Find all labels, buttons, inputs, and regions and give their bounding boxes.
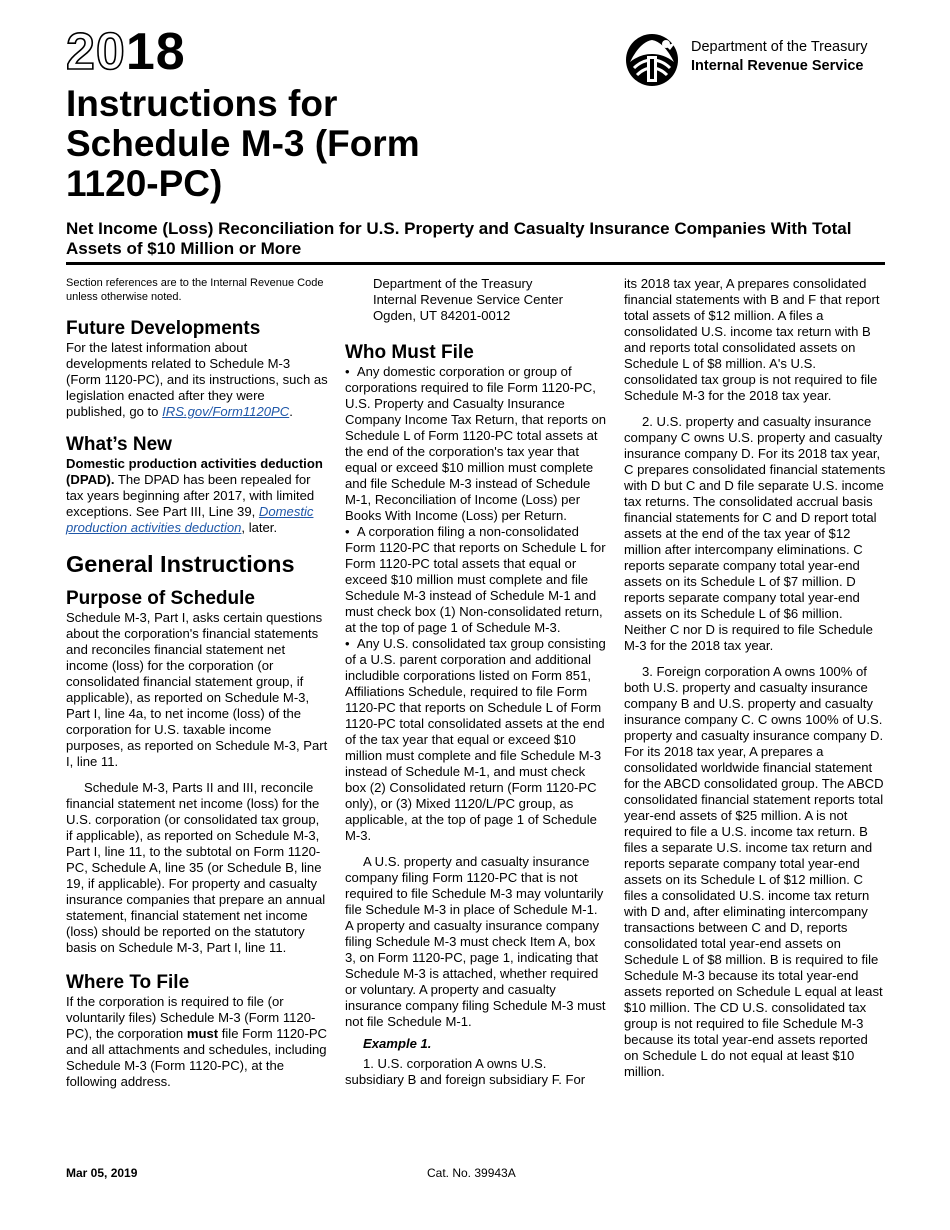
purpose-paragraph-2: Schedule M-3, Parts II and III, reconcile financial statement net income (loss) for the U.S. corporation (or consolidated tax group, if applicable), as reported on Schedule M-3, Part I, line 11, to the subtotal on Form 1120-PC, Schedule A, line 35 (or Schedule B, line 19, if applicable). For property and casualty insurance companies that prepare an annual statement, financial statement net income (loss) should be reported on the statutory basis on Schedule M-3, Part I, line 11. — [66, 780, 326, 955]
filing-address — [345, 276, 607, 324]
column-3 — [624, 276, 886, 1080]
dpad-link[interactable]: Domestic production activities deduction — [66, 504, 314, 535]
purpose-heading: Purpose of Schedule — [66, 588, 255, 609]
example-1-label: Example 1. — [363, 1036, 432, 1051]
address-line-3: Ogden, UT 84201-0012 — [373, 308, 511, 323]
where-to-file-heading: Where To File — [66, 972, 190, 993]
agency-block — [622, 30, 912, 90]
purpose-paragraph-1: Schedule M-3, Part I, asks certain questions about the corporation's financial statements and reconciles financial statement net income (loss) for the corporation (or consolidated financial statement group, if applicable), as reported on Schedule M-3, Part I, line 4a, to net income (loss) of the corporation for U.S. taxable income purposes, as reported on Schedule M-3, Part I, line 11. — [66, 610, 328, 769]
example-2: 2. U.S. property and casualty insurance company C owns U.S. property and casualty insurance company D. For its 2018 tax year, C prepares consolidated financial statements with D but C and D file separate U.S. income tax returns. The consolidated accrual basis financial statements for C and D report total assets at the end of the tax year of $12 million after intercompany eliminations. C reports separate company total year-end assets on its Schedule L of $7 million. D reports separate company total year-end assets on its Schedule L of $6 million. Neither C nor D is required to file Schedule M-3 for the 2018 tax year. — [624, 414, 886, 653]
voluntary-filing-paragraph: A U.S. property and casualty insurance company filing Form 1120-PC that is not required to file Schedule M-3 may voluntarily file Schedule M-3 in place of Schedule M-1. A property and casualty insurance company filing Schedule M-3 must check Item A, box 3, on Form 1120-PC, page 1, indicating that Schedule M-3 is attached, whether required or voluntary. A property and casualty insurance company filing Schedule M-3 must not file Schedule M-1. — [345, 854, 606, 1029]
year-bold: 18 — [125, 23, 186, 81]
who-must-file-heading: Who Must File — [345, 342, 474, 363]
tax-year — [66, 23, 186, 81]
general-instructions-heading: General Instructions — [66, 551, 295, 577]
form1120pc-link[interactable]: IRS.gov/Form1120PC — [162, 404, 290, 419]
header-rule — [66, 262, 885, 265]
year-outline: 20 — [66, 23, 126, 81]
address-line-1: Department of the Treasury — [373, 276, 533, 291]
page-subtitle: Net Income (Loss) Reconciliation for U.S. Property and Casualty Insurance Companies With Total Assets of $10 Million or More — [66, 219, 852, 258]
who-bullet-3: • Any U.S. consolidated tax group consisting of a U.S. parent corporation and additional includible corporations listed on Form 851, Affiliations Schedule, required to file Form 1120-PC that reports on Schedule L of Form 1120-PC total consolidated assets at the end of the tax year that equal or exceed $10 million must complete and file Schedule M-3 instead of Schedule M-1, and must check box (2) Consolidated return (Form 1120-PC only), or (3) Mixed 1120/L/PC group, as applicable, at the top of page 1 of Schedule M-3. — [345, 636, 607, 844]
address-line-2: Internal Revenue Service Center — [373, 292, 563, 307]
example-1-start: 1. U.S. corporation A owns U.S. subsidiary B and foreign subsidiary F. For — [345, 1056, 586, 1087]
column-2 — [345, 276, 607, 1088]
column-1 — [66, 276, 328, 1090]
footer-date: Mar 05, 2019 — [66, 1166, 138, 1180]
example-1-continued: its 2018 tax year, A prepares consolidated financial statements with B and F that report total assets of $12 million. A files a consolidated U.S. income tax return with B and reports total consolidated assets on Schedule L of $8 million. A's U.S. consolidated tax group is not required to file Schedule M-3 for the 2018 tax year. — [624, 276, 880, 403]
who-bullet-2: • A corporation filing a non-consolidated Form 1120-PC that reports on Schedule L for Form 1120-PC total assets that equal or exceed $10 million must complete and file Schedule M-3 instead of Schedule M-1 and must check box (1) Non-consolidated return, at the top of page 1 of Schedule M-3. — [345, 524, 607, 636]
agency-irs: Internal Revenue Service — [691, 58, 864, 74]
page-title: Instructions for Schedule M-3 (Form 1120-PC) — [66, 83, 420, 204]
dpad-paragraph: Domestic production activities deduction (DPAD). The DPAD has been repealed for tax years beginning after 2017, with limited exceptions. See Part III, Line 39, Domestic production activities deduction, later. — [66, 456, 323, 535]
footer-catalog-number: Cat. No. 39943A — [427, 1166, 516, 1180]
section-references: Section references are to the Internal Revenue Code unless otherwise noted. — [66, 277, 324, 303]
where-to-file-text: If the corporation is required to file (or voluntarily files) Schedule M-3 (Form 1120-PC), the corporation must file Form 1120-PC and all attachments and schedules, including Schedule M-3 (Form 1120-PC), at the following address. — [66, 994, 328, 1089]
who-bullet-1: • Any domestic corporation or group of corporations required to file Form 1120-PC, U.S. Property and Casualty Insurance Company Income Tax Return, that reports on Schedule L of Form 1120-PC total assets at the end of the corporation's tax year that equal or exceed $10 million must complete and file Schedule M-3 instead of Schedule M-1, Reconciliation of Income (Loss) per Books With Income (Loss) per Return. — [345, 364, 607, 524]
future-developments-text: For the latest information about developments related to Schedule M-3 (Form 1120-PC), and its instructions, such as legislation enacted after they were published, go to IRS.gov/Form1120PC. — [66, 340, 328, 419]
agency-department: Department of the Treasury — [691, 39, 868, 55]
whats-new-heading: What’s New — [66, 434, 172, 455]
irs-eagle-logo-icon — [622, 32, 684, 88]
example-3: 3. Foreign corporation A owns 100% of both U.S. property and casualty insurance company B and U.S. property and casualty insurance company C. C owns 100% of U.S. property and casualty insurance company D. For its 2018 tax year, A prepares a consolidated worldwide financial statement for the ABCD consolidated group. The ABCD consolidated financial statement reports total year-end assets of $25 million. A is not required to file a U.S. income tax return. B files a separate U.S. income tax return and reports separate company total year-end assets on its Schedule L of $12 million. C files a consolidated U.S. income tax return with D and, after eliminating intercompany transactions between C and D, reports consolidated total year-end assets on Schedule L of $8 million. B is required to file Schedule M-3 because its total year-end assets reported on Schedule L equal at least $10 million. The CD U.S. consolidated tax group is not required to file Schedule M-3 because its total year-end assets reported on Schedule L do not equal at least $10 million. — [624, 664, 884, 1079]
future-developments-heading: Future Developments — [66, 318, 261, 339]
